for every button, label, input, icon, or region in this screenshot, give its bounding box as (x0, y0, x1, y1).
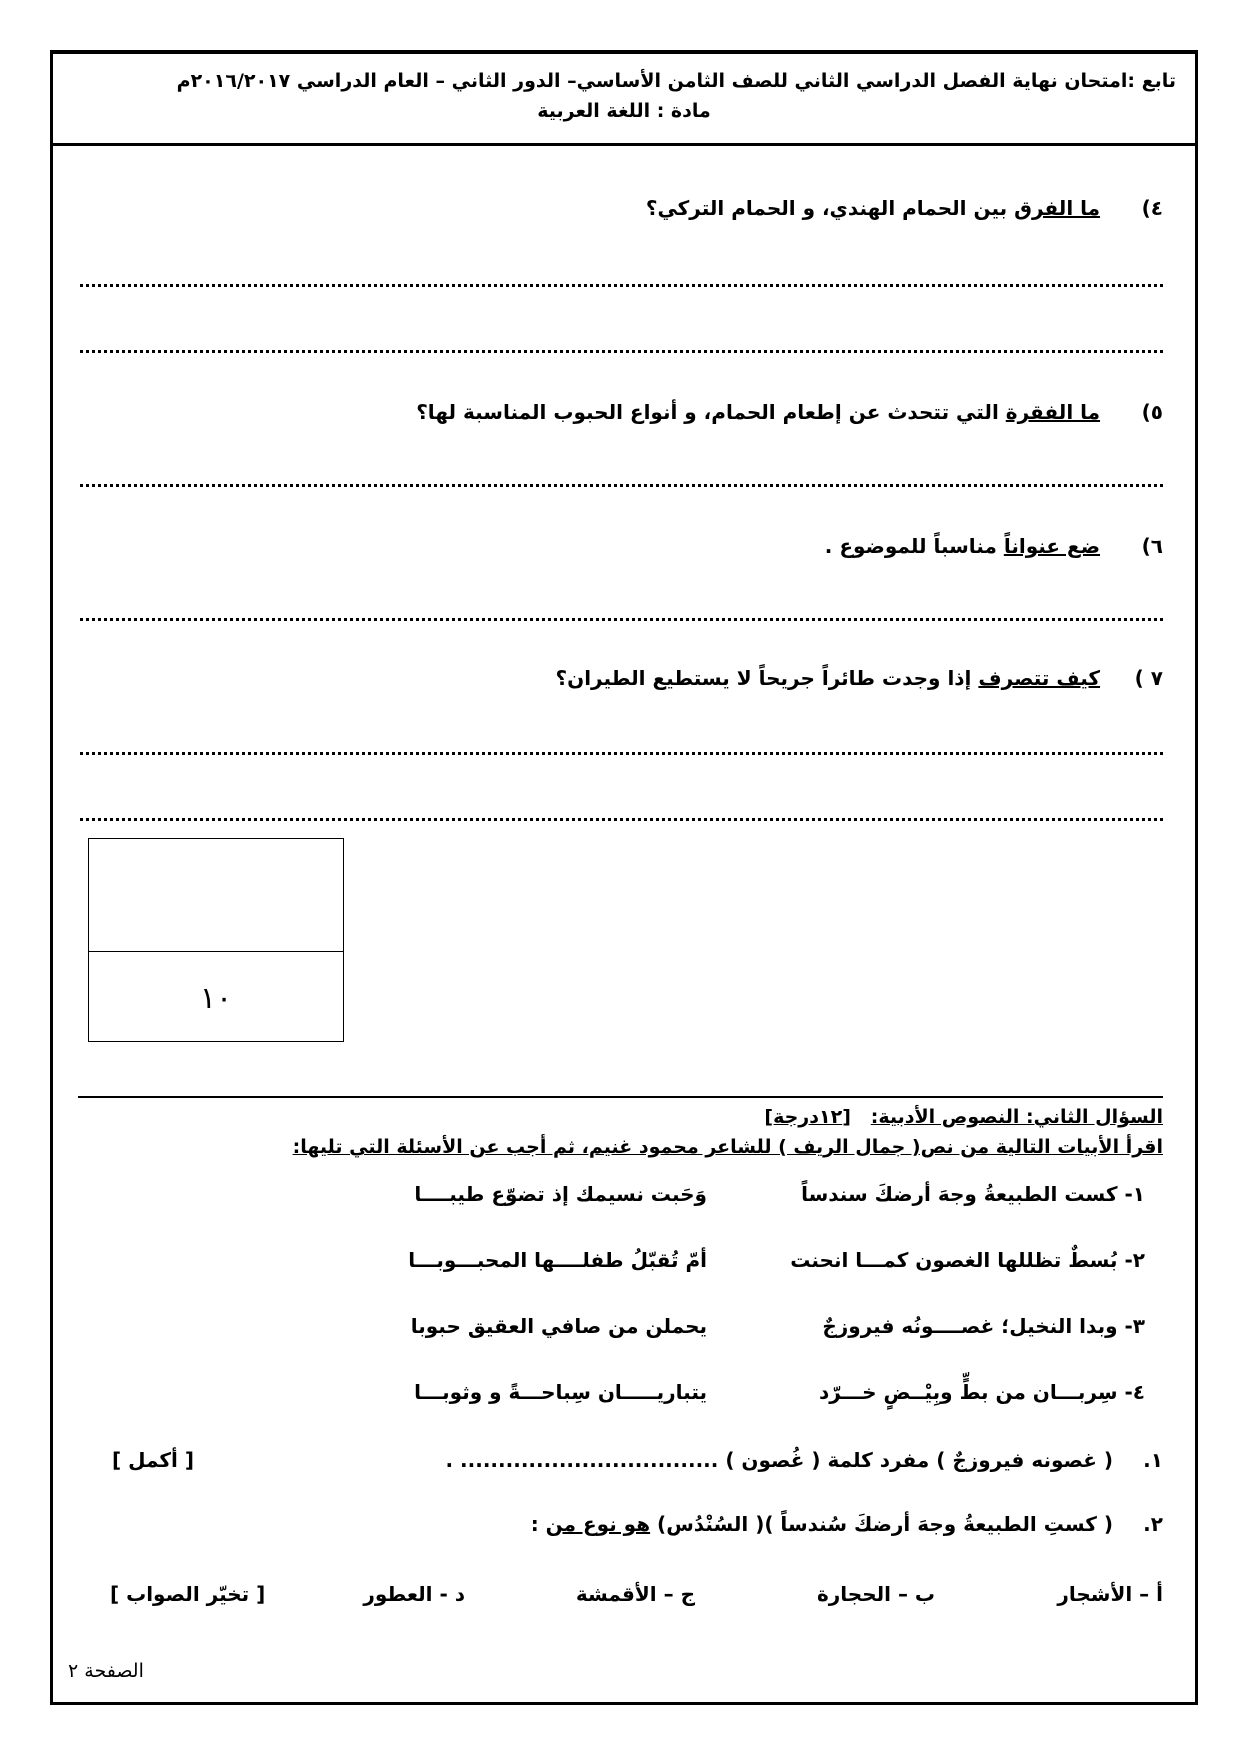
verse-1-second: وَحَبت نسيمك إذ تضوّع طيبــــا (414, 1182, 707, 1206)
score-total: ١٠ (199, 981, 233, 1016)
verse-3-second: يحملن من صافي العقيق حبوبا (410, 1314, 707, 1338)
verse-4-first: ٤- سِربـــان من بطٍّ وبِيْــضٍ خـــرّد (818, 1380, 1145, 1404)
page-number: الصفحة ٢ (68, 1660, 144, 1682)
verse-3-first: ٣- وبدا النخيل؛ غصــــونُه فيروزجٌ (822, 1314, 1145, 1338)
answer-line[interactable] (80, 484, 1163, 487)
verse-2-first: ٢- بُسطٌ تظللها الغصون كمـــا انحنت (790, 1248, 1145, 1272)
answer-line[interactable] (80, 818, 1163, 821)
exam-header (50, 50, 1198, 146)
answer-line[interactable] (80, 752, 1163, 755)
score-divider (89, 951, 343, 952)
option-c[interactable]: ج – الأقمشة (575, 1582, 695, 1606)
question-6: ٦) ضع عنواناً مناسباً للموضوع . (824, 534, 1163, 558)
option-a[interactable]: أ – الأشجار (1057, 1582, 1163, 1606)
question-7: ٧ ) كيف تتصرف إذا وجدت طائراً جريحاً لا يستطيع الطيران؟ (555, 666, 1163, 690)
verse-2-second: أمّ تُقبّلُ طفلــــها المحبـــوبـــا (408, 1248, 707, 1272)
verse-1-first: ١- كست الطبيعةُ وجهَ أرضكَ سندساً (801, 1182, 1145, 1206)
subquestion-1: ١.( غصونه فيروزجٌ ) مفرد كلمة ( غُصون ) .................................. . (445, 1448, 1163, 1472)
question-4: ٤) ما الفرق بين الحمام الهندي، و الحمام التركي؟ (645, 196, 1163, 220)
choose-correct-tag: [ تخيّر الصواب ] (110, 1582, 266, 1606)
verse-4-second: يتباريـــــان سِباحـــةً و وثوبـــا (414, 1380, 707, 1404)
option-b[interactable]: ب – الحجارة (816, 1582, 935, 1606)
complete-tag: [ أكمل ] (112, 1448, 194, 1472)
question-5: ٥) ما الفقرة التي تتحدث عن إطعام الحمام، و أنواع الحبوب المناسبة لها؟ (416, 400, 1163, 424)
subquestion-2: ٢.( كستِ الطبيعةُ وجهَ أرضكَ سُندساً )( السُنْدُس) هو نوع من : (530, 1512, 1163, 1536)
exam-title: تابع :امتحان نهاية الفصل الدراسي الثاني للصف الثامن الأساسي– الدور الثاني – العام الدراسي ٢٠١٦/٢٠١٧م (176, 70, 1176, 92)
section2-title: السؤال الثاني: النصوص الأدبية: [١٢درجة] (764, 1106, 1163, 1128)
option-d[interactable]: د - العطور (363, 1582, 465, 1606)
score-box (88, 838, 344, 1042)
answer-line[interactable] (80, 350, 1163, 353)
section2-instruction: اقرأ الأبيات التالية من نص( جمال الريف ) للشاعر محمود غنيم، ثم أجب عن الأسئلة التي تليها: (292, 1136, 1163, 1158)
answer-line[interactable] (80, 284, 1163, 287)
answer-line[interactable] (80, 618, 1163, 621)
subject-line: مادة : اللغة العربية (537, 100, 711, 122)
section-separator (78, 1096, 1163, 1098)
